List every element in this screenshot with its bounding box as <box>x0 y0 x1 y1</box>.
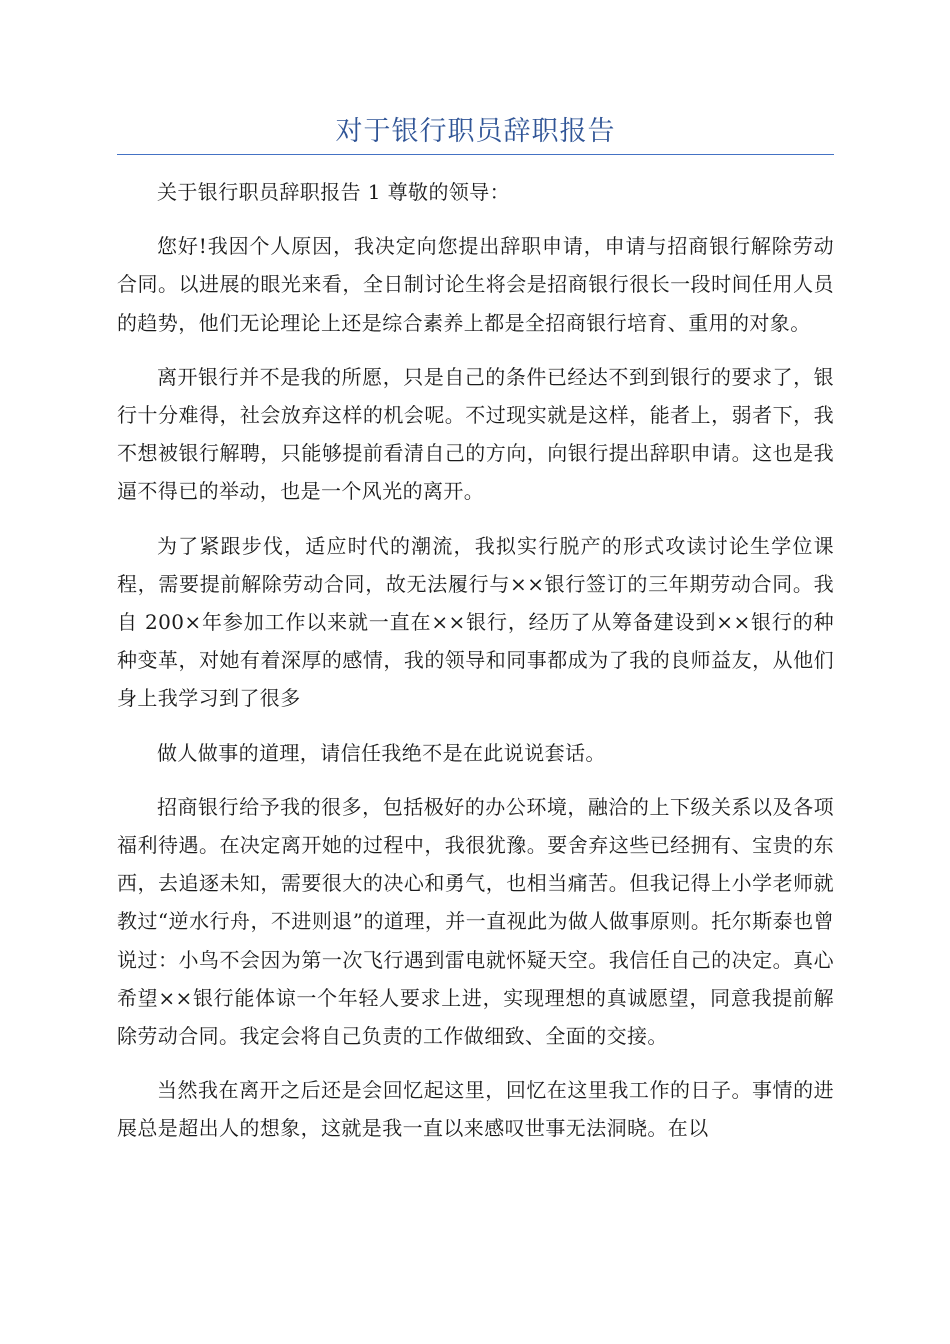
paragraph-1: 您好!我因个人原因，我决定向您提出辞职申请，申请与招商银行解除劳动合同。以进展的眼光来看，全日制讨论生将会是招商银行很长一段时间任用人员的趋势，他们无论理论上还是综合素养上都是全招商银行培育、重用的对象。 <box>117 234 834 335</box>
title-underline <box>117 154 834 155</box>
paragraph-salutation: 关于银行职员辞职报告 1 尊敬的领导： <box>157 180 511 204</box>
paragraph-6: 当然我在离开之后还是会回忆起这里，回忆在这里我工作的日子。事情的进展总是超出人的想象，这就是我一直以来感叹世事无法洞晓。在以 <box>117 1078 834 1141</box>
paragraph-2: 离开银行并不是我的所愿，只是自己的条件已经达不到到银行的要求了，银行十分难得，社会放弃这样的机会呢。不过现实就是这样，能者上，弱者下，我不想被银行解聘，只能够提前看清自己的方向，向银行提出辞职申请。这也是我逼不得已的举动，也是一个风光的离开。 <box>117 364 834 504</box>
paragraph-3: 为了紧跟步伐，适应时代的潮流，我拟实行脱产的形式攻读讨论生学位课程，需要提前解除劳动合同，故无法履行与××银行签订的三年期劳动合同。我自 200×年参加工作以来就一直在××银行，经历了从筹备建设到××银行的种种变革，对她有着深厚的感情，我的领导和同事都成为了我的良师益友，从他们身上我学习到了很多 <box>117 533 834 711</box>
paragraph-4: 做人做事的道理，请信任我绝不是在此说说套话。 <box>157 740 606 765</box>
document-body <box>117 173 834 1164</box>
document-title: 对于银行职员辞职报告 <box>335 116 616 147</box>
paragraph-5: 招商银行给予我的很多，包括极好的办公环境，融洽的上下级关系以及各项福利待遇。在决定离开她的过程中，我很犹豫。要舍弃这些已经拥有、宝贵的东西，去追逐未知，需要很大的决心和勇气，也相当痛苦。但我记得上小学老师就教过“逆水行舟，不进则退”的道理，并一直视此为做人做事原则。托尔斯泰也曾说过：小鸟不会因为第一次飞行遇到雷电就怀疑天空。我信任自己的决定。真心希望××银行能体谅一个年轻人要求上进，实现理想的真诚愿望，同意我提前解除劳动合同。我定会将自己负责的工作做细致、全面的交接。 <box>117 794 834 1049</box>
